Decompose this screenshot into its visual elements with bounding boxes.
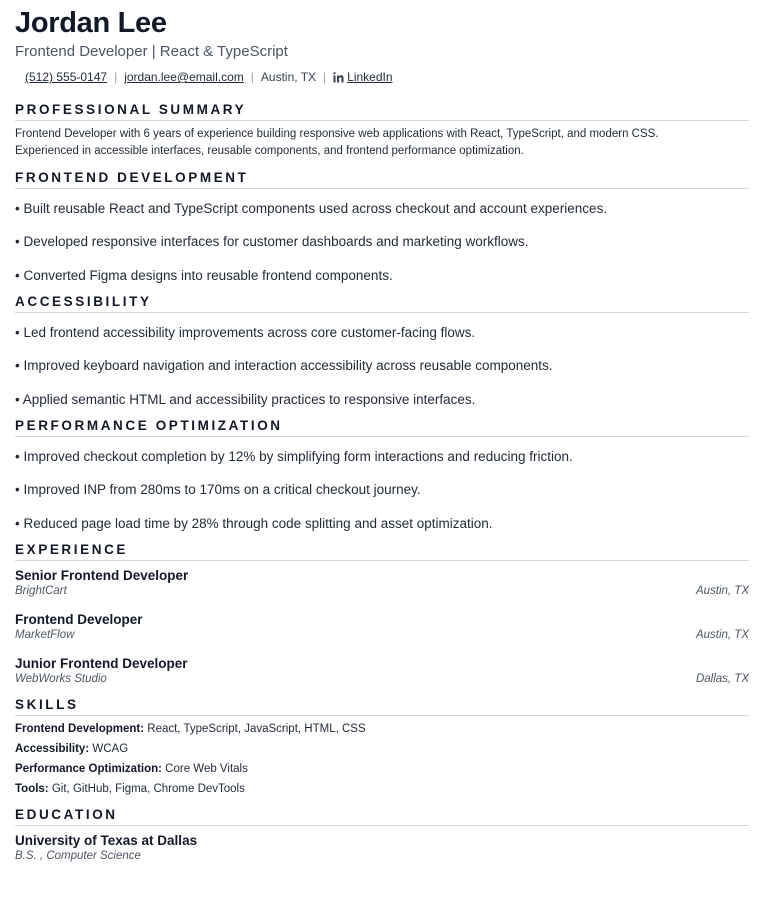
- job-location: Dallas, TX: [695, 673, 749, 685]
- section-title-skills: SKILLS: [15, 697, 749, 716]
- section-title-summary: PROFESSIONAL SUMMARY: [15, 102, 749, 121]
- bullet-item: • Improved checkout completion by 12% by simplifying form interactions and reducing friction.: [15, 449, 573, 464]
- bullet-item: • Built reusable React and TypeScript components used across checkout and account experiences.: [15, 201, 608, 216]
- skills-list: [15, 719, 749, 799]
- email-link[interactable]: jordan.lee@email.com: [124, 70, 244, 84]
- separator: |: [323, 70, 327, 84]
- school-name: University of Texas at Dallas: [15, 833, 198, 848]
- job-title: Frontend Developer: [15, 612, 143, 627]
- job-entry: [15, 655, 749, 687]
- job-title: Junior Frontend Developer: [15, 656, 188, 671]
- job-company: BrightCart: [15, 585, 67, 597]
- bullet-item: • Improved INP from 280ms to 170ms on a critical checkout journey.: [15, 482, 421, 497]
- bullet-item: • Developed responsive interfaces for customer dashboards and marketing workflows.: [15, 234, 529, 249]
- skill-group: [15, 779, 749, 799]
- job-location: Austin, TX: [695, 629, 749, 641]
- section-title-education: EDUCATION: [15, 807, 749, 826]
- job-meta: [15, 628, 749, 643]
- skill-items: React, TypeScript, JavaScript, HTML, CSS: [147, 723, 366, 735]
- resume: [15, 6, 749, 864]
- job-title: Senior Frontend Developer: [15, 568, 189, 583]
- skill-label: Frontend Development:: [15, 723, 145, 735]
- skill-items: Core Web Vitals: [165, 763, 248, 775]
- degree: B.S. , Computer Science: [15, 850, 141, 862]
- summary-line: Frontend Developer with 6 years of experience building responsive web applications with React, TypeScript, and modern CSS.: [15, 128, 659, 140]
- location-text: Austin, TX: [260, 70, 317, 84]
- linkedin-icon: [333, 72, 344, 83]
- summary-line: Experienced in accessible interfaces, reusable components, and frontend performance optimization.: [15, 145, 524, 157]
- job-entry: [15, 611, 749, 643]
- summary-text: [15, 126, 749, 160]
- skill-group: [15, 759, 749, 779]
- job-location: Austin, TX: [695, 585, 749, 597]
- section-title-accessibility: ACCESSIBILITY: [15, 294, 749, 313]
- bullet-item: • Led frontend accessibility improvements across core customer-facing flows.: [15, 325, 476, 340]
- skill-label: Accessibility:: [15, 743, 90, 755]
- bullet-item: • Converted Figma designs into reusable frontend components.: [15, 268, 393, 283]
- skill-label: Tools:: [15, 783, 49, 795]
- skill-group: [15, 739, 749, 759]
- section-title-frontend: FRONTEND DEVELOPMENT: [15, 170, 749, 189]
- skill-items: Git, GitHub, Figma, Chrome DevTools: [51, 783, 245, 795]
- contact-bar: [25, 69, 749, 85]
- job-company: WebWorks Studio: [15, 673, 107, 685]
- section-title-experience: EXPERIENCE: [15, 542, 749, 561]
- bullet-item: • Applied semantic HTML and accessibility practices to responsive interfaces.: [15, 392, 476, 407]
- skill-label: Performance Optimization:: [15, 763, 162, 775]
- job-meta: [15, 672, 749, 687]
- headline: Frontend Developer | React & TypeScript: [15, 43, 288, 60]
- linkedin-link[interactable]: LinkedIn: [347, 70, 393, 84]
- skill-items: WCAG: [92, 743, 129, 755]
- candidate-name: Jordan Lee: [15, 7, 167, 39]
- separator: |: [250, 70, 254, 84]
- job-company: MarketFlow: [15, 629, 75, 641]
- job-entry: [15, 567, 749, 599]
- job-meta: [15, 584, 749, 599]
- education-entry: [15, 832, 749, 864]
- separator: |: [114, 70, 118, 84]
- skill-group: [15, 719, 749, 739]
- section-title-performance: PERFORMANCE OPTIMIZATION: [15, 418, 749, 437]
- bullet-item: • Improved keyboard navigation and interaction accessibility across reusable components.: [15, 358, 553, 373]
- phone-link[interactable]: (512) 555-0147: [25, 70, 108, 84]
- bullet-item: • Reduced page load time by 28% through code splitting and asset optimization.: [15, 516, 493, 531]
